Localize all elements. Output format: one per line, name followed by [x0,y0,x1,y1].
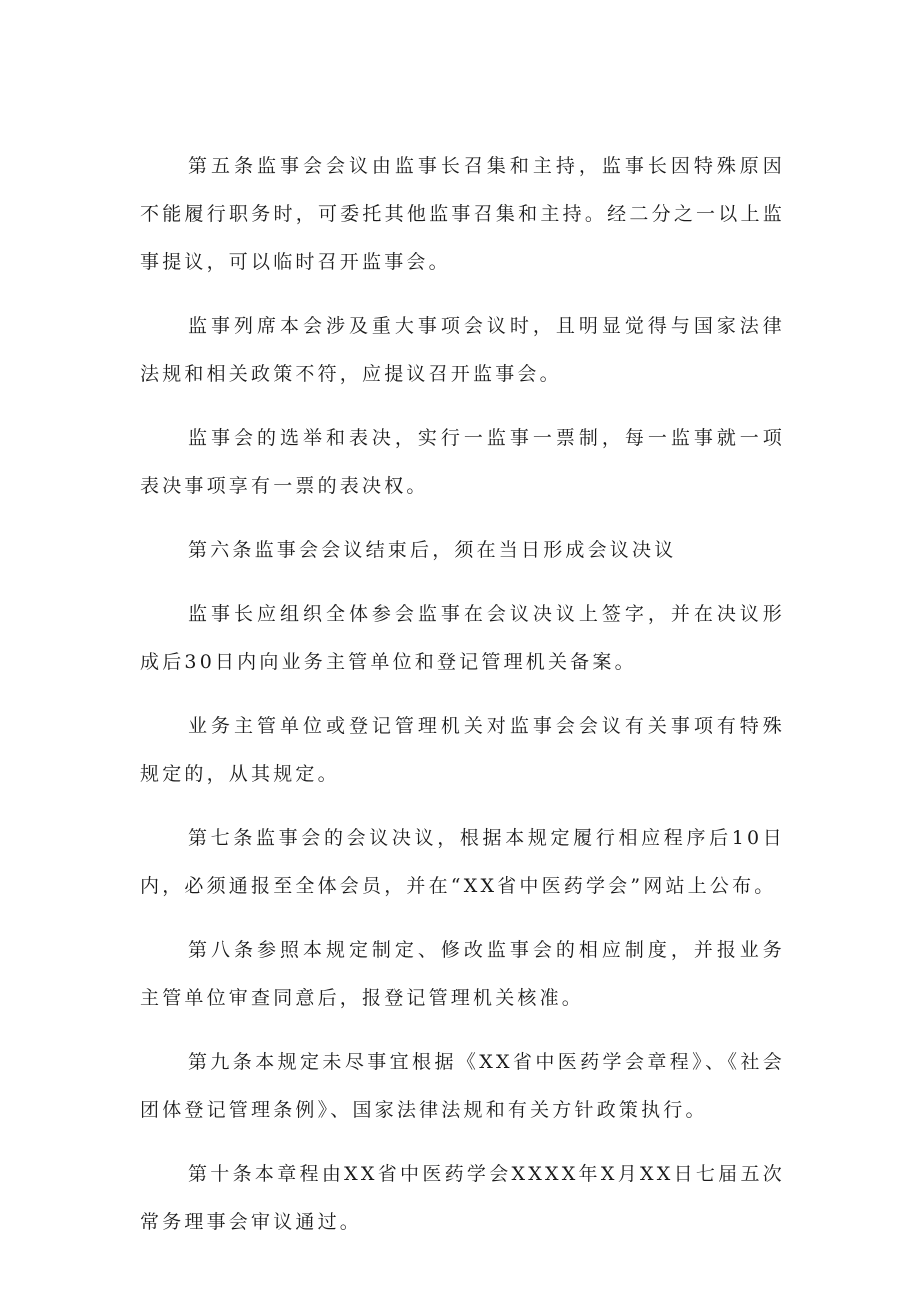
paragraph-article-9: 第九条本规定未尽事宜根据《XX省中医药学会章程》、《社会团体登记管理条例》、国家法律法规和有关方针政策执行。 [140,1051,785,1121]
paragraph-voting: 监事会的选举和表决，实行一监事一票制，每一监事就一项表决事项享有一票的表决权。 [140,427,785,497]
paragraph-supervisor-attendance: 监事列席本会涉及重大事项会议时，且明显觉得与国家法律法规和相关政策不符，应提议召开监事会。 [140,315,785,385]
paragraph-article-8: 第八条参照本规定制定、修改监事会的相应制度，并报业务主管单位审查同意后，报登记管理机关核准。 [140,939,785,1009]
paragraph-signing-filing: 监事长应组织全体参会监事在会议决议上签字，并在决议形成后30日内向业务主管单位和登记管理机关备案。 [140,603,785,673]
paragraph-article-5: 第五条监事会会议由监事长召集和主持，监事长因特殊原因不能履行职务时，可委托其他监事召集和主持。经二分之一以上监事提议，可以临时召开监事会。 [140,155,785,273]
paragraph-article-6: 第六条监事会会议结束后，须在当日形成会议决议 [188,539,677,561]
paragraph-special-provisions: 业务主管单位或登记管理机关对监事会会议有关事项有特殊规定的，从其规定。 [140,715,785,785]
document-body [140,142,785,1262]
paragraph-article-10: 第十条本章程由XX省中医药学会XXXX年X月XX日七届五次常务理事会审议通过。 [140,1163,785,1233]
paragraph-article-7: 第七条监事会的会议决议，根据本规定履行相应程序后10日内，必须通报至全体会员，并在“XX省中医药学会”网站上公布。 [140,827,785,897]
